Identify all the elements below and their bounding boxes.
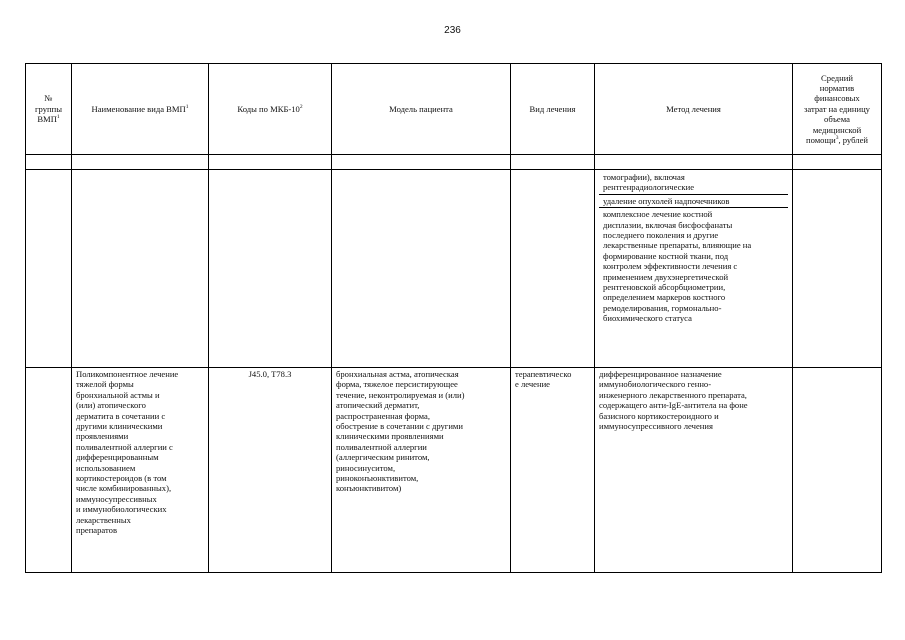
header-treatment-method: Метод лечения	[595, 64, 793, 155]
header-patient-model: Модель пациента	[332, 64, 511, 155]
cell-treatment-type	[511, 170, 595, 368]
method-item: томографии), включая рентгенрадиологические	[599, 171, 788, 195]
table-row	[26, 368, 882, 573]
header-group-no: № группы ВМП$^1$	[26, 64, 72, 155]
header-cost-norm: Средний норматив финансовых затрат на единицу объема медицинской помощи$^3$, рублей	[793, 64, 882, 155]
cell-group-no	[26, 368, 72, 573]
header-vmp-name: Наименование вида ВМП$^1$	[72, 64, 209, 155]
method-item: удаление опухолей надпочечников	[599, 195, 788, 208]
cell-treatment-method: дифференцированное назначение иммунобиологического генно- инженерного лекарственного препарата, содержащего анти-IgE-антитела на фоне базисного кортикостероидного и иммуносупрессивного лечения	[595, 368, 793, 573]
cell-icd-codes	[209, 170, 332, 368]
cell-treatment-type: терапевтическо е лечение	[511, 368, 595, 573]
method-item: комплексное лечение костной дисплазии, включая бисфосфанаты последнего поколения и другие лекарственные препараты, влияющие на формирование костной ткани, под контролем эффективности лечения с применением двухэнергетической рентгеновской абсорбциометрии, определением маркеров костного ремоделирования, гормонально- биохимического статуса	[603, 209, 752, 324]
cell-patient-model: бронхиальная астма, атопическая форма, тяжелое персистирующее течение, неконтролируемая и (или) атопический дерматит, распространенная форма, обострение в сочетании с другими клиническими проявлениями поливалентной аллергии (аллергическим ринитом, риносинуситом, риноконъюнктивитом, конъюнктивитом)	[332, 368, 511, 573]
cell-cost	[793, 368, 882, 573]
cell-cost	[793, 170, 882, 368]
header-icd-codes: Коды по МКБ-$10^2$	[209, 64, 332, 155]
vmp-table	[25, 63, 882, 573]
header-treatment-type: Вид лечения	[511, 64, 595, 155]
page-number: 236	[444, 25, 461, 36]
cell-vmp-name	[72, 170, 209, 368]
cell-patient-model	[332, 170, 511, 368]
cell-group-no	[26, 170, 72, 368]
cell-vmp-name: Поликомпонентное лечение тяжелой формы бронхиальной астмы и (или) атопического дерматита в сочетании с другими клиническими проявлениями поливалентной аллергии с дифференцированным использованием кортикостероидов (в том числе комбинированных), иммуносупрессивных и иммунобиологических лекарственных препаратов	[72, 368, 209, 573]
header-row	[26, 64, 882, 155]
cell-treatment-method	[595, 170, 793, 368]
table-row	[26, 170, 882, 368]
spacer-row	[26, 155, 882, 170]
cell-icd-codes: J45.0, T78.3	[209, 368, 332, 573]
